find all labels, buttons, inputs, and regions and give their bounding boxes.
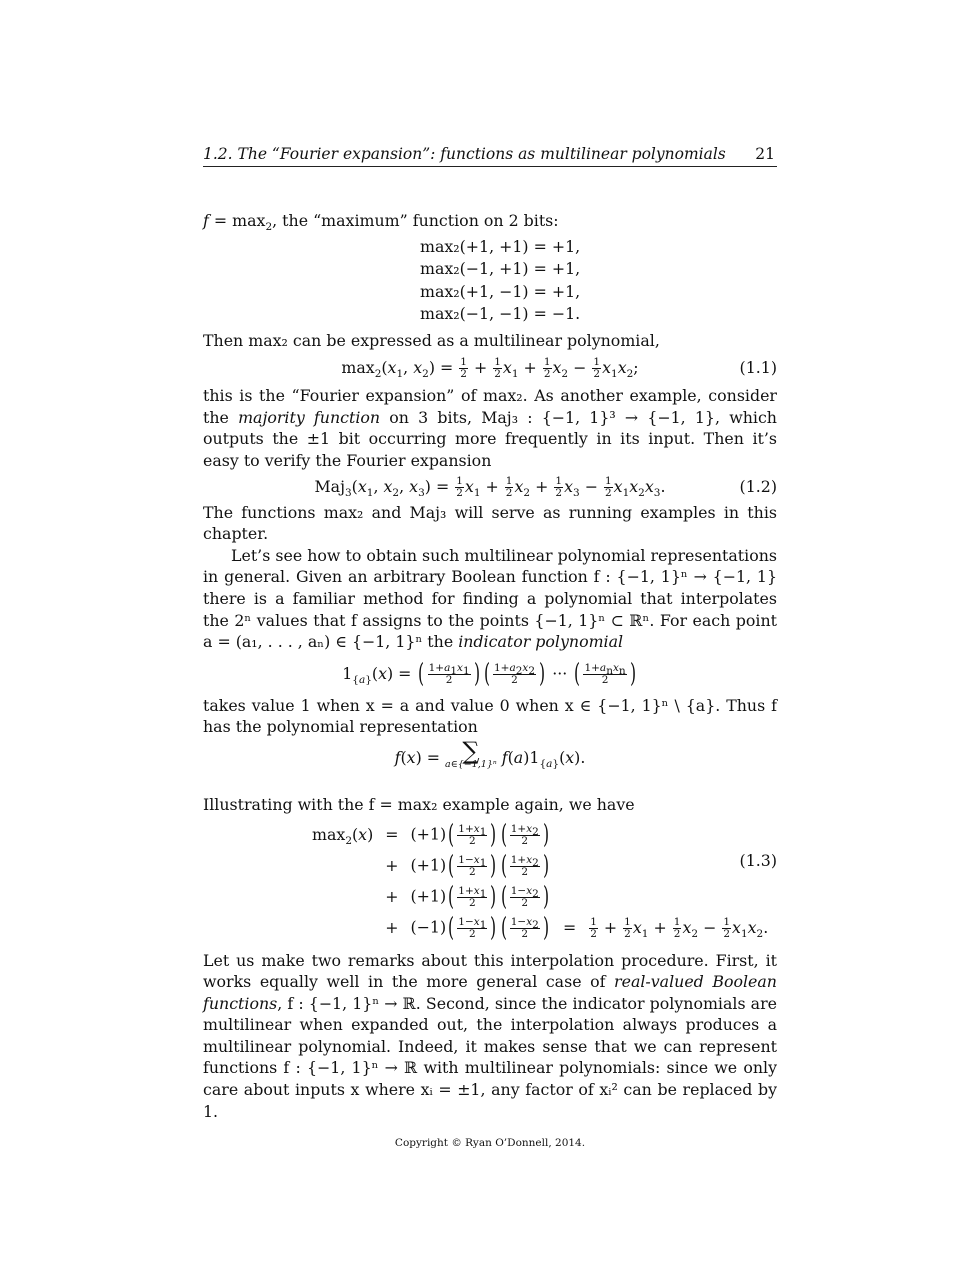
- max2-table: [420, 236, 777, 326]
- illustrating-paragraph: Illustrating with the f = max₂ example again, we have: [203, 794, 635, 814]
- representation-equation: f(x) = ∑ a∈{−1,1}ⁿ $f(a)1_{\{a\}}(x)$.: [394, 737, 586, 771]
- max-row: max₂(−1, −1) = −1.: [420, 304, 581, 324]
- indicator-equation: $1_{\{a\}}(x)$ = ( $\frac{1+a_1x_1}{2}$ ) ( $\frac{1+a_2x_2}{2}$ ) ··· ( $\frac{1+a_nx_n}{2}$ ): [342, 659, 636, 690]
- equation-number: (1.3): [739, 850, 777, 870]
- running-header: [203, 144, 777, 167]
- equation-1-1: $\max_2(x_1$, $x_2$) = $\frac{1}{2}$ + $\frac{1}{2}$ $x_1$ + $\frac{1}{2}$ $x_2$ − $\frac{1}{2}$ $x_1x_2$; (1.1): [203, 351, 777, 385]
- max-row: max₂(+1, +1) = +1,: [420, 236, 581, 256]
- interpolation-paragraph: Let’s see how to obtain such multilinear polynomial representations in general. Given an arbitrary Boolean function f : {−1, 1}ⁿ → {−1, 1} there is a familiar method for finding a polynomial that interpolates the 2ⁿ values that f assigns to the points {−1, 1}ⁿ ⊂ ℝⁿ. For each point a = (a₁, . . . , aₙ) ∈ {−1, 1}ⁿ the indicator polynomial: [203, 545, 777, 652]
- then-paragraph: Then max₂ can be expressed as a multilinear polynomial,: [203, 330, 660, 350]
- page-number: 21: [755, 145, 775, 163]
- equation-number: (1.1): [739, 358, 777, 378]
- equation-1-3: $\max_2(x)$ = (+1)( $\frac{1+x_1}{2}$ ) ( $\frac{1+x_2}{2}$ ) + (+1)( $\frac{1-x_1}{2}$ ) ( $\frac{1+x_2}{2}$ ) + (+1)( $\frac{1+x_1}{2}$ ) ( $\frac{1-x_2}{2}$ ) + (−1)( $\frac{1-x_1}{2}$ ) ( $\frac{1-x_2}{2}$ ) = $\frac{1}{2}$ + $\frac{1}{2}$ $x_1$ + $\frac{1}{2}$ $x_2$ − $\frac{1}{2}$ $x_1x_2$. (1.3): [312, 820, 777, 943]
- equation-1-2: $Maj_3(x_1$, $x_2$, $x_3$) = $\frac{1}{2}$ $x_1$ + $\frac{1}{2}$ $x_2$ + $\frac{1}{2}$ $x_3$ − $\frac{1}{2}$ $x_1x_2x_3$. (1.2): [203, 472, 777, 502]
- max2-intro: $f = \max_2$, the “maximum” function on 2 bits:: [203, 211, 559, 234]
- header-title: 1.2. The “Fourier expansion”: functions as multilinear polynomials: [203, 145, 726, 163]
- copyright-footer: Copyright © Ryan O’Donnell, 2014.: [394, 1137, 586, 1149]
- fourier-paragraph: this is the “Fourier expansion” of max₂. As another example, consider the majority function on 3 bits, Maj₃ : {−1, 1}³ → {−1, 1}, which outputs the ±1 bit occurring more frequently in its input. Then it’s easy to verify the Fourier expansion: [203, 386, 777, 470]
- remarks-paragraph: Let us make two remarks about this interpolation procedure. First, it works equally well in the more general case of real-valued Boolean functions, f : {−1, 1}ⁿ → ℝ. Second, since the indicator polynomials are multilinear when expanded out, the interpolation always produces a multilinear polynomial. Indeed, it makes sense that we can represent functions f : {−1, 1}ⁿ → ℝ with multilinear polynomials: since we only care about inputs x where xᵢ = ±1, any factor of xᵢ² can be replaced by 1.: [203, 950, 777, 1121]
- takes-value-paragraph: takes value 1 when x = a and value 0 when x ∈ {−1, 1}ⁿ \ {a}. Thus f has the polynomial representation: [203, 695, 777, 737]
- max-row: max₂(+1, −1) = +1,: [420, 281, 581, 301]
- equation-number: (1.2): [739, 476, 777, 496]
- max-row: max₂(−1, +1) = +1,: [420, 259, 581, 279]
- running-examples: The functions max₂ and Maj₃ will serve as running examples in this chapter.: [203, 502, 777, 544]
- page-body: [203, 210, 777, 1122]
